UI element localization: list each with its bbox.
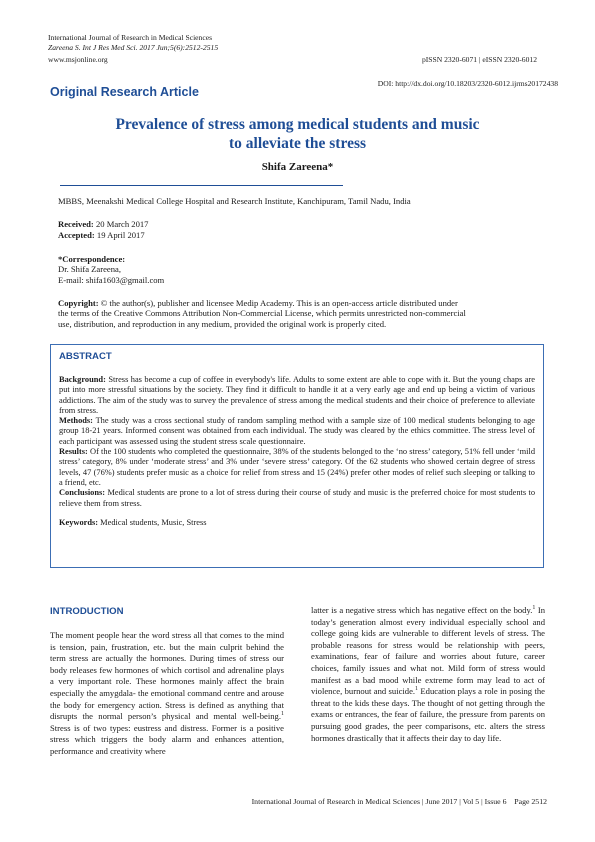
page-footer: International Journal of Research in Medical Sciences | June 2017 | Vol 5 | Issue 6 Page 2512 [251,797,547,806]
accepted-date [58,230,145,240]
abstract-results: Results: Of the 100 students who completed the questionnaire, 38% of the students belonged to the ‘no stress’ category, 51% fell under ‘mild stress’ category, 8% under ‘moderate stress’ and 3% under ‘severe stress’ category. Of the 62 students who showed certain degree of stress levels, 47 (76%) students prefer music as a choice for relief from stress and 15 (24%) prefer other modes of relief such sleeping or talking to a friend, etc. [59,447,536,487]
received-date [58,219,148,229]
journal-name: International Journal of Research in Medical Sciences [48,33,213,42]
abstract-conclusions: Conclusions: Medical students are prone to a lot of stress during their course of study and music is the preferred choice for most students to relieve them from stress. [59,488,536,508]
intro-column-right [311,605,545,744]
received-value: 20 March 2017 [95,219,149,229]
copyright-line-3: use, distribution, and reproduction in any medium, provided the original work is properly cited. [58,318,387,329]
copyright-label: Copyright: [58,298,99,308]
copyright [58,298,548,329]
received-label: Received: [58,219,94,229]
doi-link[interactable]: DOI: http://dx.doi.org/10.18203/2320-6012.ijrms20172438 [377,79,558,88]
intro-paragraph-2: latter is a negative stress which has negative effect on the body.$^1$ In today’s generation almost every individual especially school and college going kids are vulnerable to different levels of stress. The probable reasons for stress would be relationship with peers, examinations, fear of failure and worries about future, career choices, family issues and what not. Mild form of stress would manifest as a bad mood while extreme form may lead to act of violence, burnout and suicide.$^1$ Education plays a role in posing the threat to the kids these days. The thought of not getting through the exams or entrances, the fear of failure, the pressure from parents on pursuing good grades, the peer comparisons, etc. alters the stress hormones drastically that it affects their day to day life. [311,605,545,743]
citation: Zareena S. Int J Res Med Sci. 2017 Jun;5(6):2512-2515 [48,43,219,52]
correspondence-label: *Correspondence: [58,254,126,264]
intro-column-left [50,630,284,758]
correspondence [58,254,164,285]
abstract-background: Background: Stress has become a cup of coffee in everybody's life. Adults to some extent are able to cope with it. But the young chaps are put into more stressful situations by the society. They find it difficult to handle it at a very early age and end up being a victim of various addictions. The aim of the study was to survey the prevalence of stress among the medical students and their choice of preference to alleviate from stress. [59,375,536,415]
introduction-heading: INTRODUCTION [50,606,124,617]
issn: pISSN 2320-6071 | eISSN 2320-6012 [421,55,537,64]
website-link[interactable]: www.msjonline.org [48,55,108,64]
title-line-1: Prevalence of stress among medical students and music [115,116,480,133]
copyright-line-1: © the author(s), publisher and licensee Medip Academy. This is an open-access article distributed under [100,298,458,308]
abstract-box [50,344,544,568]
intro-paragraph-1: The moment people hear the word stress all that comes to the mind is tension, pain, frustration, etc. but the main culprit behind the term stress are actually the hormones. During times of stress our body releases few hormones of which cortisol and adrenaline plays a very important role. These hormones mainly affect the brain especially the amygdala- the emotional command centre and arouse the body for emergency action. Stress is defined as anything that disrupts the normal person’s physical and mental well-being.$^1$ Stress is of two types: eustress and distress. Former is a positive stress which triggers the body alarm and enhances attention, performance and creativity where [50,630,284,756]
accepted-label: Accepted: [58,230,95,240]
article-type: Original Research Article [50,85,199,99]
article-title [60,115,535,153]
title-line-2: to alleviate the stress [228,135,367,152]
affiliation: MBBS, Meenakshi Medical College Hospital and Research Institute, Kanchipuram, Tamil Nadu, India [58,196,411,206]
abstract-body [59,375,535,528]
correspondence-email[interactable]: E-mail: shifa1603@gmail.com [58,274,165,285]
copyright-line-2: the terms of the Creative Commons Attribution Non-Commercial License, which permits unrestricted non-commercial [58,308,466,319]
accepted-value: 19 April 2017 [96,230,145,240]
abstract-keywords: Keywords: Medical students, Music, Stress [59,517,207,527]
author-name: Shifa Zareena* [261,161,334,173]
correspondence-name: Dr. Shifa Zareena, [58,264,121,275]
title-divider [60,185,343,186]
abstract-methods: Methods: The study was a cross sectional study of random sampling method with a sample size of 100 medical students belonging to age group 18-21 years. Informed consent was obtained from each individual. The study was cleared by the ethics committee. The stress level of each participant was assessed using the student stress scale questionnaire. [59,416,535,446]
abstract-heading: ABSTRACT [59,351,112,362]
